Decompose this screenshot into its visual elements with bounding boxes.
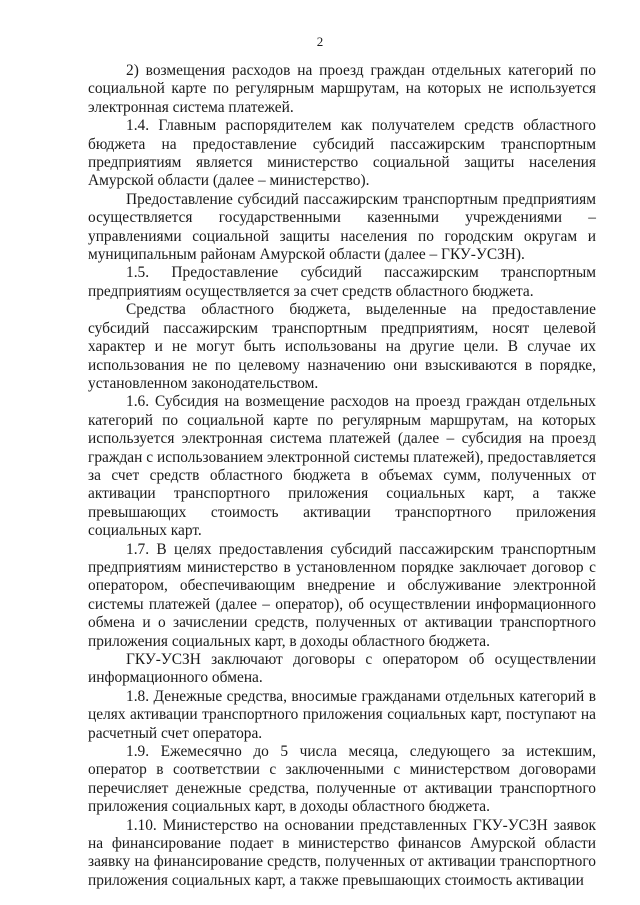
paragraph-subsidy-provision-gku-uszn: Предоставление субсидий пассажирским транспортным предприятиям осуществляется государственными казенными учреждениями – управлениями социальной защиты населения по городским округам и муниципальным районам Амурской области (далее – ГКУ-УСЗН). xyxy=(88,190,596,264)
paragraph-1-8-citizen-payments: 1.8. Денежные средства, вносимые гражданами отдельных категорий в целях активации транспортного приложения социальных карт, поступают на расчетный счет оператора. xyxy=(88,687,596,742)
page-number: 2 xyxy=(316,34,324,49)
paragraph-1-7-operator-agreement: 1.7. В целях предоставления субсидий пассажирским транспортным предприятиям министерство в установленном порядке заключает договор с оператором, обеспечивающим внедрение и обслуживание электронной системы платежей (далее – оператор), об осуществлении информационного обмена и о зачислении средств, полученных от активации транспортного приложения социальных карт, в доходы областного бюджета. xyxy=(88,540,596,650)
document-body xyxy=(88,62,596,890)
paragraph-1-4-main-administrator: 1.4. Главным распорядителем как получателем средств областного бюджета на предоставление субсидий пассажирским транспортным предприятиям является министерство социальной защиты населения Амурской области (далее – министерство). xyxy=(88,117,596,190)
paragraph-1-9-monthly-transfer: 1.9. Ежемесячно до 5 числа месяца, следующего за истекшим, оператор в соответствии с заключенными с министерством договорами перечисляет денежные средства, полученные от активации транспортного приложения социальных карт, в доходы областного бюджета. xyxy=(88,743,596,816)
paragraph-1-5-funding-source: 1.5. Предоставление субсидий пассажирским транспортным предприятиям осуществляется за счет средств областного бюджета. xyxy=(88,264,596,300)
paragraph-2-reimbursement: 2) возмещения расходов на проезд граждан отдельных категорий по социальной карте по регулярным маршрутам, на которых не используется электронная система платежей. xyxy=(88,62,596,116)
paragraph-targeted-funds: Средства областного бюджета, выделенные на предоставление субсидий пассажирским транспортным предприятиям, носят целевой характер и не могут быть использованы на другие цели. В случае их использования не по целевому назначению они взыскиваются в порядке, установленном законодательством. xyxy=(88,301,596,392)
paragraph-1-6-subsidy-electronic-payments: 1.6. Субсидия на возмещение расходов на проезд граждан отдельных категорий по социальной карте по регулярным маршрутам, на которых используется электронная система платежей (далее – субсидия на проезд граждан с использованием электронной системы платежей), предоставляется за счет средств областного бюджета в объемах сумм, полученных от активации транспортного приложения социальных карт, а также превышающих стоимость активации транспортного приложения социальных карт. xyxy=(88,393,596,540)
paragraph-1-10-financing-request: 1.10. Министерство на основании представленных ГКУ-УСЗН заявок на финансирование подает в министерство финансов Амурской области заявку на финансирование средств, полученных от активации транспортного приложения социальных карт, а также превышающих стоимость активации xyxy=(88,816,596,889)
paragraph-gku-uszn-agreements: ГКУ-УСЗН заключают договоры с оператором об осуществлении информационного обмена. xyxy=(88,651,596,687)
